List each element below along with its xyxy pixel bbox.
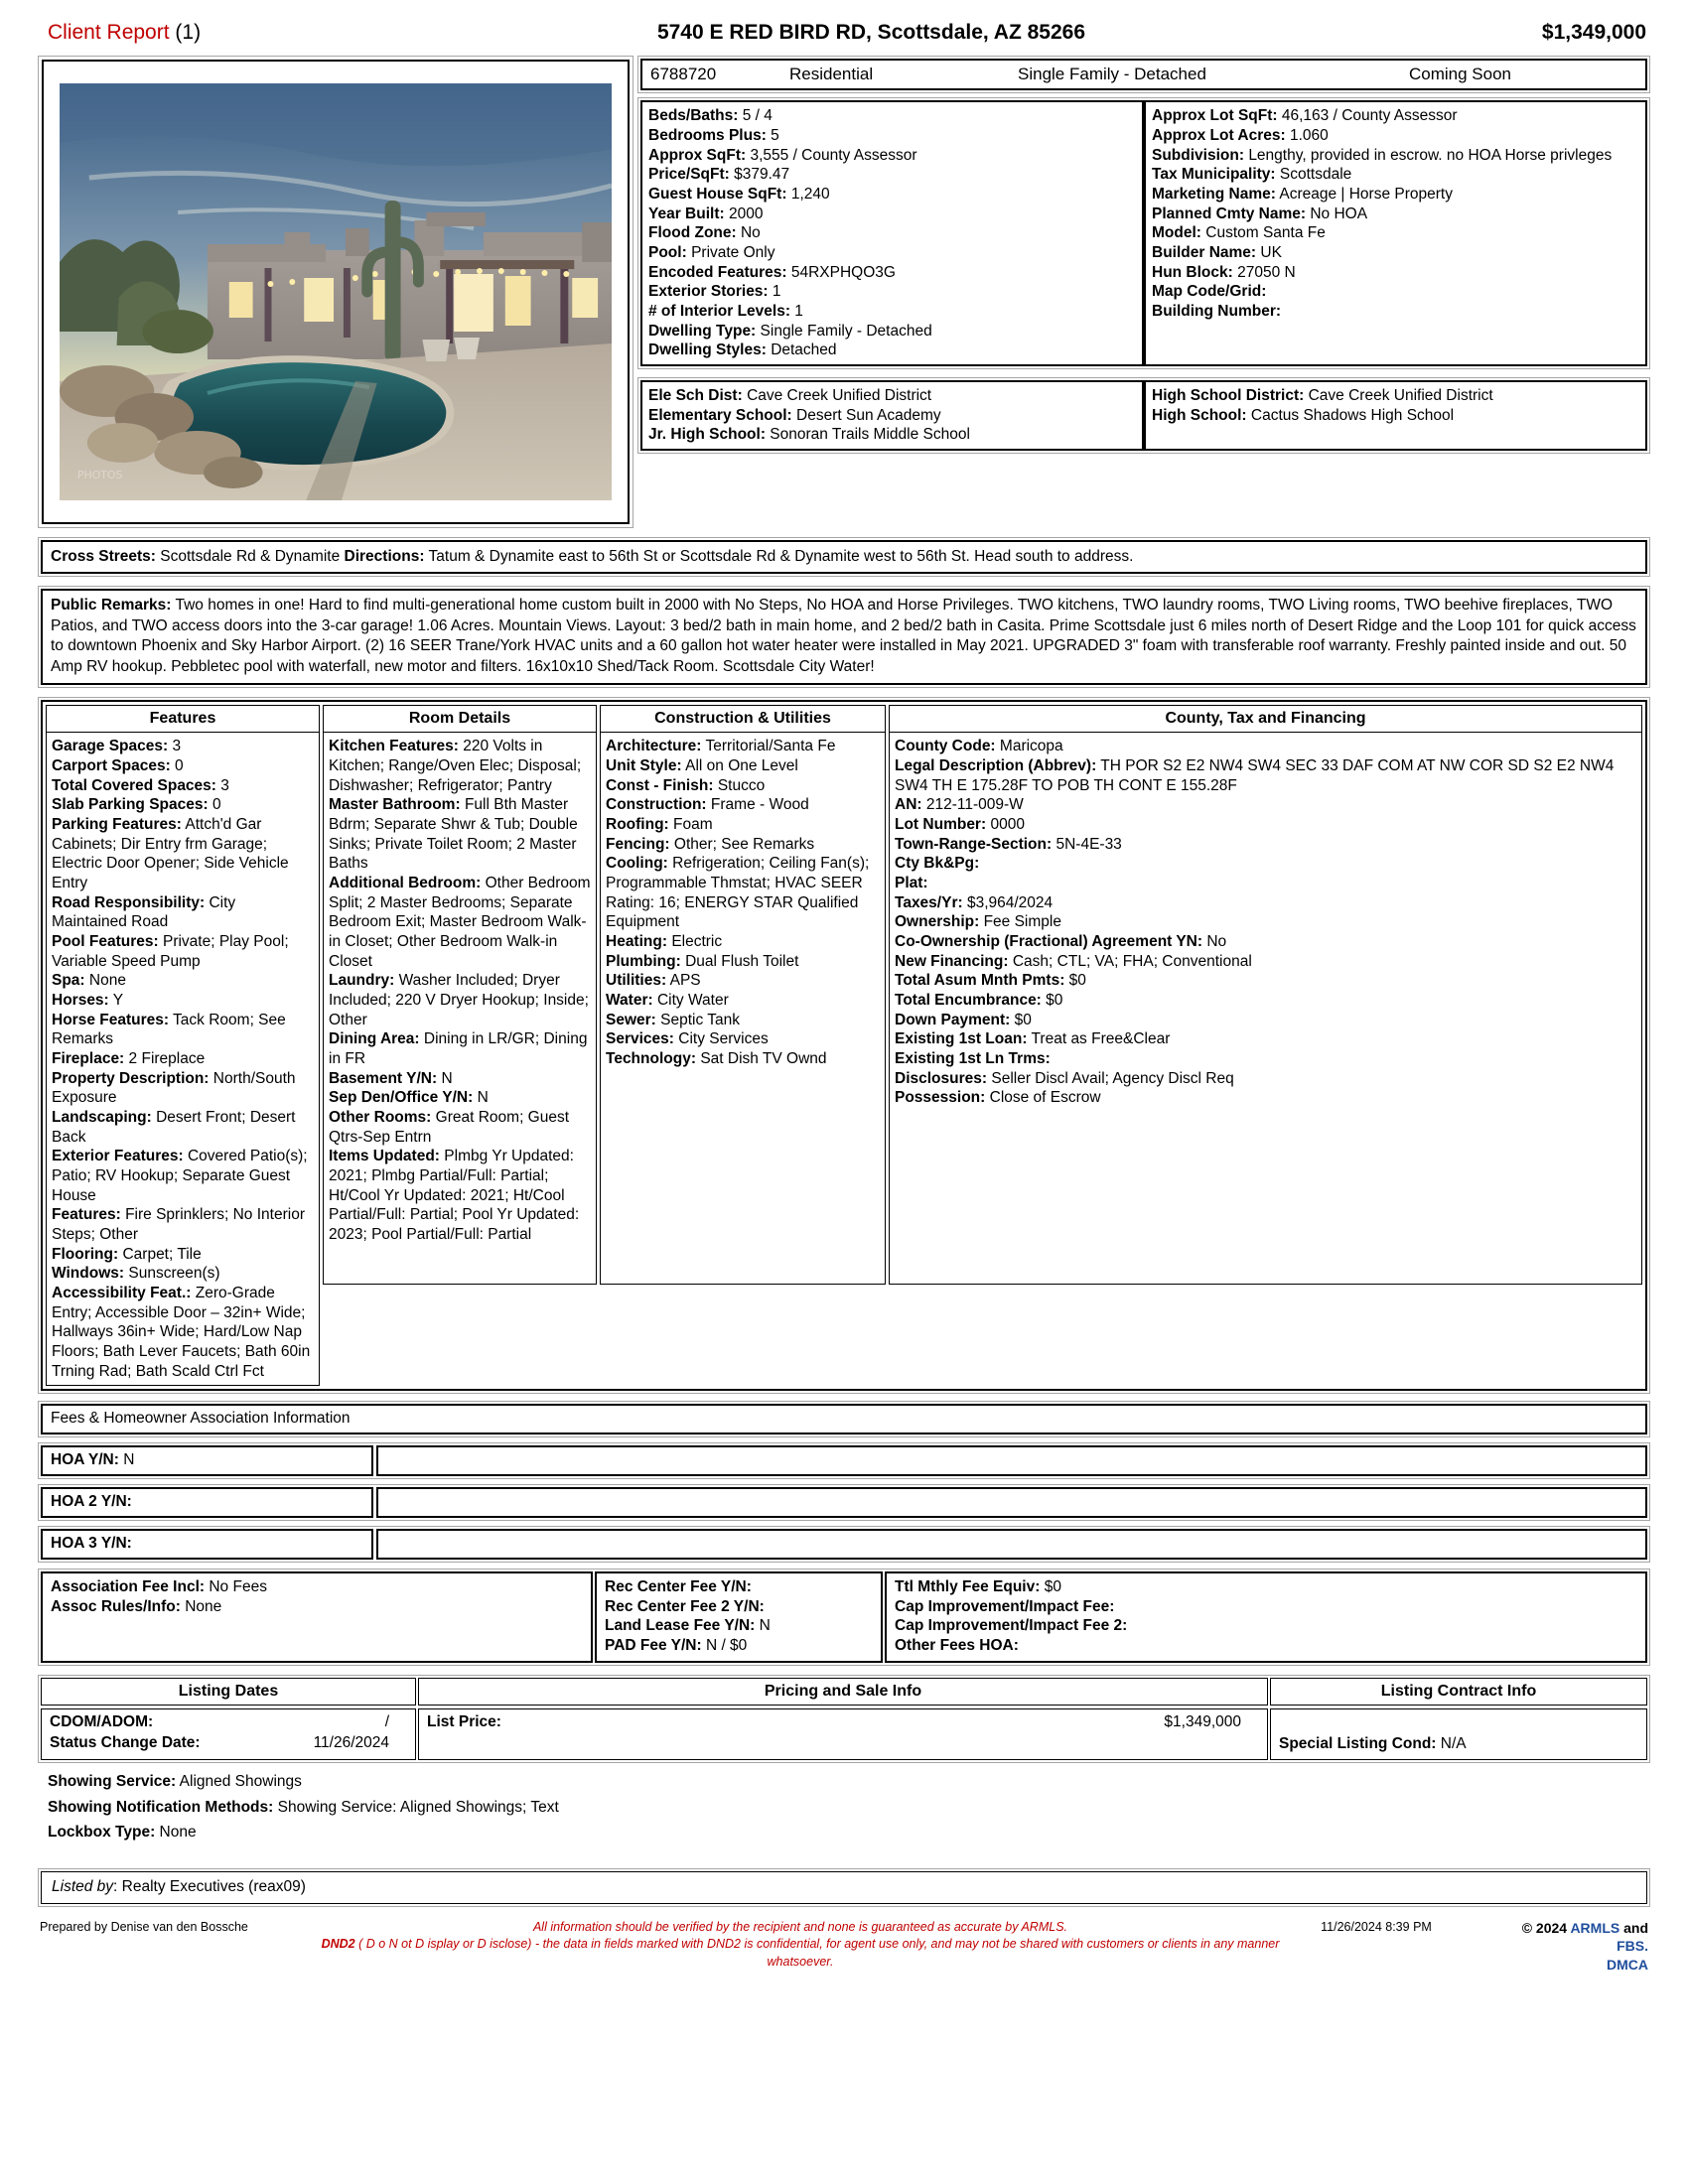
field-value: Acreage | Horse Property [1279, 186, 1453, 204]
field-value: 3 [172, 738, 182, 755]
field-value: 3,555 / County Assessor [750, 146, 917, 164]
field-value: Territorial/Santa Fe [705, 738, 836, 755]
listed-by-label: Listed by [52, 1877, 114, 1895]
field-label: Exterior Stories: [648, 283, 769, 301]
field-value: City Services [678, 1030, 769, 1048]
hoa-row-blank [376, 1445, 1647, 1476]
field-value: Single Family - Detached [760, 322, 932, 340]
field-label: Jr. High School: [648, 426, 766, 444]
field-label: Town-Range-Section: [895, 835, 1053, 853]
field-value: Zero-Grade Entry; Accessible Door – 32in+ Wide; Hallways 36in+ Wide; Hard/Low Nap Floors; Bath Lever Faucets; Bath 60in Trning Rad; Bath Scald Ctrl Fct [52, 1284, 311, 1380]
field-label: Unit Style: [606, 756, 682, 774]
field-value: None [88, 972, 126, 990]
field-value: Showing Service: Aligned Showings; Text [277, 1798, 559, 1816]
field-label: Water: [606, 991, 653, 1009]
contract-title: Listing Contract Info [1270, 1678, 1647, 1706]
field-value: Covered Patio(s); Patio; RV Hookup; Separate Guest House [52, 1148, 308, 1204]
field-label: Additional Bedroom: [329, 874, 482, 891]
column-county-tax-financing [889, 705, 1642, 1387]
column-title: Room Details [323, 705, 597, 734]
field-value: Dining in LR/GR; Dining in FR [329, 1030, 588, 1067]
field-label: Total Asum Mnth Pmts: [895, 972, 1065, 990]
field-value: Seller Discl Avail; Agency Discl Req [991, 1069, 1234, 1087]
column-title: County, Tax and Financing [889, 705, 1642, 734]
field-label: Ele Sch Dist: [648, 387, 743, 405]
field-label: List Price: [427, 1713, 501, 1731]
field-value: 1,240 [790, 186, 830, 204]
field-label: Horses: [52, 991, 109, 1009]
field-label: Fencing: [606, 835, 670, 853]
field-label: Plat: [895, 874, 928, 891]
field-label: Tax Municipality: [1152, 166, 1276, 184]
hoa-row [38, 1526, 1650, 1563]
field-label: County Code: [895, 738, 996, 755]
report-count: (1) [175, 21, 202, 44]
field-label: Model: [1152, 224, 1201, 242]
field-label: Assoc Rules/Info: [51, 1597, 181, 1615]
field-label: Beds/Baths: [648, 107, 739, 125]
field-label: Guest House SqFt: [648, 186, 787, 204]
copyright-prefix: © 2024 [1521, 1919, 1571, 1936]
field-value: 0 [175, 756, 184, 774]
field-label: Architecture: [606, 738, 702, 755]
field-label: AN: [895, 796, 922, 814]
fees-rec-center [595, 1571, 883, 1663]
report-title-text: Client Report [48, 21, 170, 44]
field-value: Refrigeration; Ceiling Fan(s); Programmable Thmstat; HVAC SEER Rating: 16; ENERGY STAR Qualified Equipment [606, 855, 870, 931]
column-title: Construction & Utilities [600, 705, 886, 734]
fees-section-title: Fees & Homeowner Association Information [51, 1410, 351, 1428]
mls-number: 6788720 [650, 64, 717, 83]
field-value: Attch'd Gar Cabinets; Dir Entry frm Garage; Electric Door Opener; Side Vehicle Entry [52, 815, 289, 891]
field-value: UK [1260, 244, 1282, 262]
field-value: 27050 N [1237, 263, 1296, 281]
schools-right [1144, 380, 1647, 451]
field-value: Dual Flush Toilet [685, 952, 799, 970]
field-value: Cave Creek Unified District [1308, 387, 1493, 405]
field-label: Rec Center Fee 2 Y/N: [605, 1597, 765, 1615]
detail-columns-section [38, 697, 1650, 1395]
field-value: 0 [211, 796, 221, 814]
field-label: Pool Features: [52, 932, 159, 950]
field-value: Washer Included; Dryer Included; 220 V Dryer Hookup; Inside; Other [329, 972, 589, 1028]
page-header [38, 14, 1650, 56]
field-value: TH POR S2 E2 NW4 SW4 SEC 33 DAF COM AT NW COR SD S2 E2 NW4 SW4 TH E 175.28F TO POB TH CONT E 155.28F [895, 756, 1615, 794]
field-label: Lot Number: [895, 815, 987, 833]
field-label: Dwelling Type: [648, 322, 757, 340]
field-label: Elementary School: [648, 406, 792, 424]
property-type: Single Family - Detached [1018, 64, 1206, 83]
field-value: 212-11-009-W [925, 796, 1024, 814]
report-title [48, 20, 201, 46]
field-value: Maricopa [999, 738, 1063, 755]
field-value: Great Room; Guest Qtrs-Sep Entrn [329, 1108, 570, 1146]
property-photo [60, 83, 612, 500]
field-label: Hun Block: [1152, 263, 1233, 281]
hoa-row [38, 1442, 1650, 1479]
field-value: Sunscreen(s) [128, 1265, 220, 1283]
field-label: Existing 1st Ln Trms: [895, 1049, 1051, 1067]
cross-streets-section [38, 537, 1650, 578]
field-value: Private Only [691, 244, 775, 262]
field-label: Map Code/Grid: [1152, 283, 1267, 301]
column-room-details [323, 705, 597, 1387]
field-label: Exterior Features: [52, 1148, 184, 1165]
schools-left [640, 380, 1144, 451]
field-label: Legal Description (Abbrev): [895, 756, 1097, 774]
field-value: Desert Front; Desert Back [52, 1108, 296, 1146]
field-label: Laundry: [329, 972, 395, 990]
hoa-row-blank [376, 1529, 1647, 1560]
field-label: Fireplace: [52, 1049, 125, 1067]
field-label: Price/SqFt: [648, 166, 730, 184]
field-value: None [185, 1597, 222, 1615]
field-value: Cash; CTL; VA; FHA; Conventional [1012, 952, 1252, 970]
field-label: Basement Y/N: [329, 1069, 438, 1087]
top-section [38, 56, 1650, 528]
cross-streets-label: Cross Streets: [51, 547, 156, 565]
disclaimer-line-1: All information should be verified by the recipient and none is guaranteed as accurate by ARMLS. [532, 1919, 1068, 1934]
field-value: $0 [1046, 991, 1063, 1009]
cross-streets-value: Scottsdale Rd & Dynamite [160, 547, 341, 565]
field-value: 5 [771, 127, 779, 145]
listing-info-section [38, 1675, 1650, 1764]
field-label: Subdivision: [1152, 146, 1244, 164]
listing-dates-title: Listing Dates [41, 1678, 416, 1706]
field-label: Dwelling Styles: [648, 341, 767, 359]
field-label: Existing 1st Loan: [895, 1030, 1028, 1048]
fees-section-header [38, 1401, 1650, 1437]
field-label: Windows: [52, 1265, 125, 1283]
field-label: HOA Y/N: [51, 1451, 119, 1469]
field-value: 0000 [990, 815, 1025, 833]
field-value: $3,964/2024 [966, 893, 1054, 911]
dnd2-rest: - the data in fields marked with DND2 is confidential, for agent use only, and may not be shared with customers or clients in any manner whatsoever. [531, 1937, 1280, 1970]
column-features [46, 705, 320, 1387]
listed-by-section [38, 1868, 1650, 1907]
field-value: Carpet; Tile [122, 1245, 202, 1263]
field-value: Aligned Showings [179, 1773, 302, 1791]
field-value: Frame - Wood [710, 796, 809, 814]
field-value: City Water [656, 991, 729, 1009]
field-value: N [441, 1069, 453, 1087]
field-label: Dining Area: [329, 1030, 420, 1048]
field-label: HOA 3 Y/N: [51, 1535, 132, 1553]
field-label: Road Responsibility: [52, 893, 206, 911]
field-label: Marketing Name: [1152, 186, 1276, 204]
field-value: 1 [772, 283, 781, 301]
listed-by-value: : Realty Executives (reax09) [113, 1877, 306, 1895]
listing-dates-body [41, 1708, 416, 1760]
field-label: Sep Den/Office Y/N: [329, 1089, 474, 1107]
showing-info [38, 1763, 1650, 1843]
field-label: Heating: [606, 932, 667, 950]
field-value: Treat as Free&Clear [1031, 1030, 1171, 1048]
fees-association [41, 1571, 593, 1663]
field-label: Total Encumbrance: [895, 991, 1042, 1009]
fees-detail-row [38, 1569, 1650, 1666]
field-value: 54RXPHQO3G [790, 263, 896, 281]
fbs-link[interactable]: FBS. [1617, 1938, 1648, 1955]
field-label: Association Fee Incl: [51, 1577, 206, 1595]
field-value: N [477, 1089, 489, 1107]
field-label: Planned Cmty Name: [1152, 205, 1307, 222]
field-value: 5N-4E-33 [1055, 835, 1122, 853]
field-label: Land Lease Fee Y/N: [605, 1617, 756, 1635]
svg-text:PHOTOS: PHOTOS [76, 468, 123, 481]
directions-value: Tatum & Dynamite east to 56th St or Scottsdale Rd & Dynamite west to 56th St. Head south to address. [428, 547, 1134, 565]
primary-details [637, 97, 1650, 369]
field-value: $0 [1014, 1011, 1032, 1028]
field-value: 5 / 4 [742, 107, 773, 125]
field-label: Accessibility Feat.: [52, 1284, 192, 1301]
listing-status: Coming Soon [1409, 64, 1512, 83]
field-value: No HOA [1310, 205, 1368, 222]
page-footer [38, 1919, 1650, 1974]
dnd2-expansion: ( D o N ot D isplay or D isclose) [358, 1937, 532, 1952]
field-value: All on One Level [685, 756, 798, 774]
field-label: Flooring: [52, 1245, 119, 1263]
field-value: No [1206, 932, 1227, 950]
field-label: Horse Features: [52, 1011, 170, 1028]
field-value: 11/26/2024 [313, 1733, 389, 1751]
field-label: Roofing: [606, 815, 669, 833]
field-value: APS [669, 972, 701, 990]
primary-details-right [1144, 100, 1647, 366]
field-value: $379.47 [734, 166, 790, 184]
field-label: Cooling: [606, 855, 668, 873]
field-label: Garage Spaces: [52, 738, 169, 755]
field-value: N [123, 1451, 135, 1469]
field-label: Utilities: [606, 972, 667, 990]
field-label: New Financing: [895, 952, 1009, 970]
field-label: Kitchen Features: [329, 738, 459, 755]
field-label: Construction: [606, 796, 707, 814]
public-remarks-section [38, 586, 1650, 687]
field-value: N / $0 [705, 1636, 748, 1654]
field-label: Items Updated: [329, 1148, 440, 1165]
directions-label: Directions: [344, 547, 425, 565]
field-value: Private; Play Pool; Variable Speed Pump [52, 932, 289, 970]
hoa-row-blank [376, 1487, 1647, 1518]
field-value: Other Bedroom Split; 2 Master Bedrooms; Separate Bedroom Exit; Master Bedroom Walk-in Closet; Other Bedroom Walk-in Closet [329, 874, 591, 970]
field-value: Stucco [717, 776, 766, 794]
field-value: N/A [1440, 1735, 1467, 1753]
property-class: Residential [789, 64, 874, 83]
field-value: Sonoran Trails Middle School [770, 426, 970, 444]
field-value: Custom Santa Fe [1205, 224, 1326, 242]
field-label: Showing Service: [48, 1773, 177, 1791]
field-label: Property Description: [52, 1069, 210, 1087]
field-value: Septic Tank [660, 1011, 741, 1028]
dnd2-tag: DND2 [321, 1937, 355, 1952]
fees-monthly-equiv [885, 1571, 1647, 1663]
field-label: Cap Improvement/Impact Fee 2: [895, 1617, 1128, 1635]
field-label: Cap Improvement/Impact Fee: [895, 1597, 1115, 1615]
field-value: 2000 [728, 205, 764, 222]
field-label: Rec Center Fee Y/N: [605, 1577, 752, 1595]
field-value: $0 [1044, 1577, 1061, 1595]
field-label: High School: [1152, 406, 1247, 424]
field-value: / [384, 1713, 389, 1731]
field-value: Cactus Shadows High School [1250, 406, 1455, 424]
field-label: Sewer: [606, 1011, 656, 1028]
property-address: 5740 E RED BIRD RD, Scottsdale, AZ 85266 [656, 21, 1085, 44]
field-label: Disclosures: [895, 1069, 988, 1087]
public-remarks-label: Public Remarks: [51, 597, 172, 614]
field-label: Building Number: [1152, 303, 1282, 321]
dmca-link[interactable]: DMCA [1607, 1956, 1648, 1973]
field-label: Builder Name: [1152, 244, 1257, 262]
field-value: $0 [1068, 972, 1086, 990]
footer-copyright [1440, 1919, 1648, 1974]
field-value: Foam [673, 815, 713, 833]
footer-timestamp: 11/26/2024 8:39 PM [1321, 1919, 1432, 1934]
column-title: Features [46, 705, 320, 734]
field-label: Technology: [606, 1049, 696, 1067]
field-label: Status Change Date: [50, 1733, 201, 1751]
field-label: Master Bathroom: [329, 796, 461, 814]
field-label: Ownership: [895, 913, 980, 931]
field-label: Other Fees HOA: [895, 1636, 1019, 1654]
field-label: Spa: [52, 972, 85, 990]
field-label: HOA 2 Y/N: [51, 1493, 132, 1511]
field-value: Scottsdale [1279, 166, 1352, 184]
field-value: 220 Volts in Kitchen; Range/Oven Elec; Disposal; Dishwasher; Refrigerator; Pantry [329, 738, 582, 794]
summary-strip [637, 56, 1650, 94]
field-value: No Fees [209, 1577, 267, 1595]
field-label: Other Rooms: [329, 1108, 432, 1126]
field-label: # of Interior Levels: [648, 303, 790, 321]
schools-section [637, 377, 1650, 454]
field-label: Approx Lot SqFt: [1152, 107, 1278, 125]
field-value: 3 [220, 776, 229, 794]
column-construction-utilities [600, 705, 886, 1387]
public-remarks-text: Two homes in one! Hard to find multi-generational home custom built in 2000 with No Steps, No HOA and Horse Privileges. TWO kitchens, TWO laundry rooms, TWO Living rooms, TWO beehive fireplaces, TWO Patios, and TWO access doors into the 3-car garage! 1.06 Acres. Mountain Views. Layout: 3 bed/2 bath in main home, and 2 bed/2 bath in Casita. Prime Scottsdale just 6 miles north of Desert Ridge and the Loop 101 for quick access to downtown Phoenix and Sky Harbor Airport. (2) 16 SEER Trane/York HVAC units and a 60 gallon hot water heater were installed in May 2021. UPGRADED 3" foam with transferable roof warranty. Freshly painted inside and out. 50 Amp RV hookup. Pebbletec pool with waterfall, new motor and filters. 16x10x10 Shed/Tack Room. Scottsdale City Water! [51, 597, 1636, 676]
pricing-body [418, 1708, 1268, 1760]
field-label: Const - Finish: [606, 776, 714, 794]
field-label: Slab Parking Spaces: [52, 796, 209, 814]
field-label: Approx Lot Acres: [1152, 127, 1286, 145]
prepared-by: Prepared by Denise van den Bossche [40, 1919, 248, 1934]
field-value: Close of Escrow [989, 1089, 1101, 1107]
field-label: Services: [606, 1030, 674, 1048]
field-label: Flood Zone: [648, 224, 737, 242]
field-value: 2 Fireplace [128, 1049, 206, 1067]
field-value: Detached [771, 341, 837, 359]
field-value: Fire Sprinklers; No Interior Steps; Other [52, 1206, 305, 1243]
field-value: Tack Room; See Remarks [52, 1011, 286, 1048]
field-value: Fee Simple [983, 913, 1061, 931]
property-price: $1,349,000 [1541, 21, 1646, 44]
field-value: City Maintained Road [52, 893, 236, 931]
details-panel [637, 56, 1650, 528]
field-label: Encoded Features: [648, 263, 787, 281]
pricing-title: Pricing and Sale Info [418, 1678, 1268, 1706]
field-label: Special Listing Cond: [1279, 1735, 1437, 1753]
field-value: $1,349,000 [1164, 1713, 1241, 1731]
field-value: Desert Sun Academy [796, 406, 941, 424]
field-value: Sat Dish TV Ownd [700, 1049, 827, 1067]
primary-details-left [640, 100, 1144, 366]
field-label: PAD Fee Y/N: [605, 1636, 702, 1654]
footer-disclaimer [288, 1919, 1313, 1974]
field-value: Other; See Remarks [673, 835, 815, 853]
field-label: Features: [52, 1206, 121, 1224]
copyright-and: and [1619, 1919, 1648, 1936]
field-value: Lengthy, provided in escrow. no HOA Horse privleges [1248, 146, 1613, 164]
field-value: North/South Exposure [52, 1069, 296, 1107]
contract-body [1270, 1708, 1647, 1760]
field-label: Cty Bk&Pg: [895, 855, 980, 873]
field-value: N [759, 1617, 771, 1635]
field-value: 1.060 [1289, 127, 1329, 145]
field-value: Y [112, 991, 124, 1009]
field-label: Approx SqFt: [648, 146, 747, 164]
field-label: High School District: [1152, 387, 1305, 405]
field-label: Ttl Mthly Fee Equiv: [895, 1577, 1041, 1595]
field-label: Possession: [895, 1089, 986, 1107]
photo-panel [38, 56, 633, 528]
field-label: Taxes/Yr: [895, 893, 963, 911]
field-value: Full Bth Master Bdrm; Separate Shwr & Tub; Double Sinks; Private Toilet Room; 2 Master Baths [329, 796, 578, 873]
field-value: Cave Creek Unified District [747, 387, 932, 405]
field-label: Down Payment: [895, 1011, 1011, 1028]
field-value: 1 [794, 303, 803, 321]
field-value: Electric [671, 932, 723, 950]
field-label: Plumbing: [606, 952, 681, 970]
field-label: Pool: [648, 244, 687, 262]
field-label: Lockbox Type: [48, 1823, 156, 1841]
field-label: Total Covered Spaces: [52, 776, 216, 794]
field-value: No [740, 224, 761, 242]
field-label: CDOM/ADOM: [50, 1713, 154, 1731]
field-label: Bedrooms Plus: [648, 127, 767, 145]
field-label: Carport Spaces: [52, 756, 171, 774]
field-label: Landscaping: [52, 1108, 152, 1126]
field-value: None [159, 1823, 197, 1841]
field-label: Parking Features: [52, 815, 182, 833]
field-label: Showing Notification Methods: [48, 1798, 274, 1816]
armls-link[interactable]: ARMLS [1570, 1919, 1620, 1936]
hoa-row [38, 1484, 1650, 1521]
field-value: 46,163 / County Assessor [1281, 107, 1458, 125]
field-label: Year Built: [648, 205, 725, 222]
field-label: Co-Ownership (Fractional) Agreement YN: [895, 932, 1203, 950]
field-value: Plmbg Yr Updated: 2021; Plmbg Partial/Full: Partial; Ht/Cool Yr Updated: 2021; Ht/Cool Partial/Full: Partial; Pool Yr Updated: 2023; Pool Partial/Full: Partial [329, 1148, 580, 1243]
